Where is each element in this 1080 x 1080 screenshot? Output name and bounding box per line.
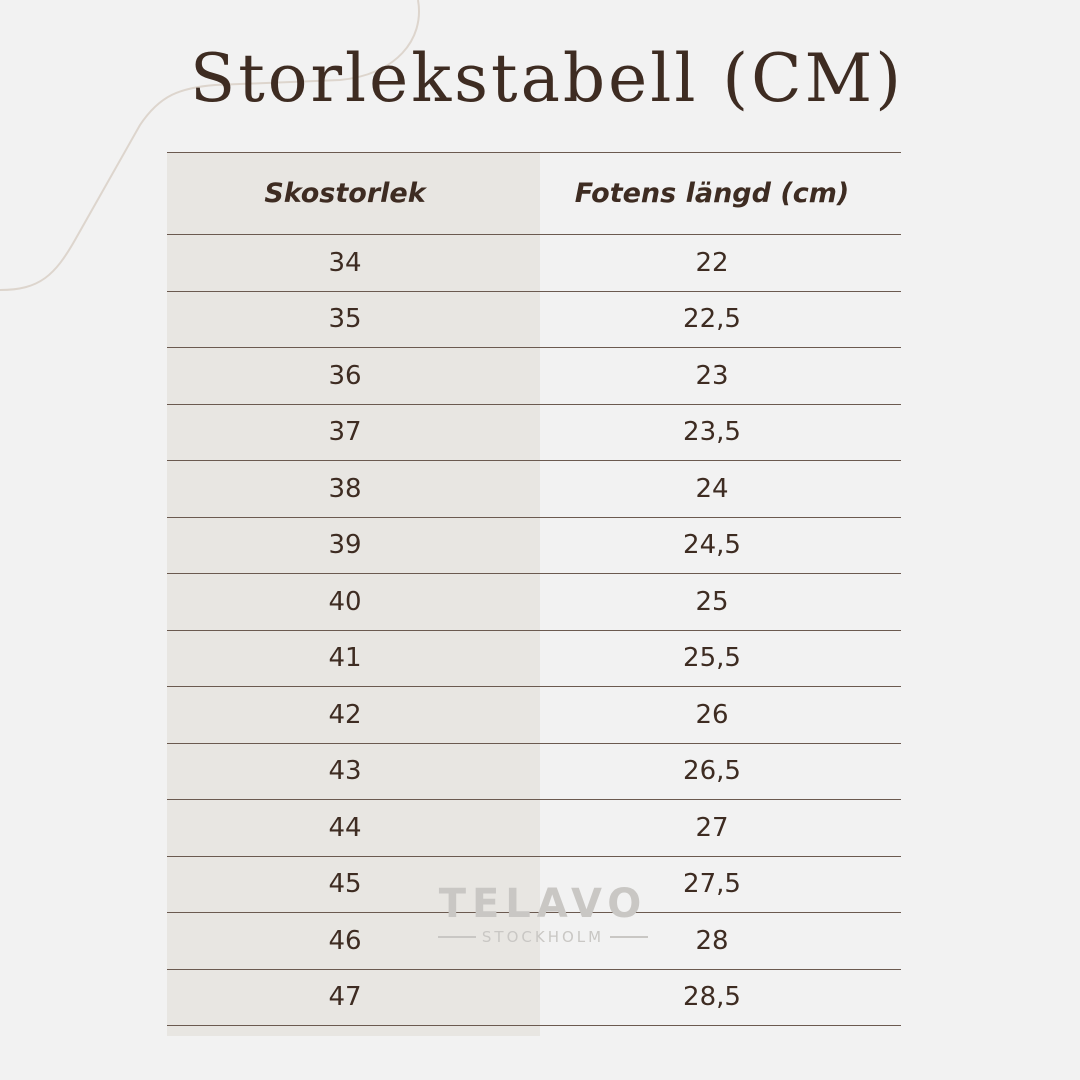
- table-row: [167, 574, 901, 631]
- foot-length-cell: 24,5: [683, 530, 741, 561]
- page-title: Storlekstabell (CM): [190, 40, 905, 117]
- table-row: [167, 800, 901, 857]
- shoe-size-cell: 47: [328, 982, 362, 1013]
- table-row: [167, 348, 901, 405]
- table-row: [167, 235, 901, 292]
- shoe-size-cell: 38: [328, 473, 362, 504]
- foot-length-cell: 23,5: [683, 417, 741, 448]
- shoe-size-cell: 41: [328, 643, 362, 674]
- foot-length-cell: 28: [695, 925, 729, 956]
- foot-length-cell: 22: [695, 247, 729, 278]
- foot-length-cell: 25: [695, 586, 729, 617]
- foot-length-cell: 27: [695, 812, 729, 843]
- foot-length-cell: 25,5: [683, 643, 741, 674]
- shoe-size-cell: 40: [328, 586, 362, 617]
- table-row: [167, 913, 901, 970]
- shoe-size-cell: 35: [328, 304, 362, 335]
- table-row: [167, 970, 901, 1027]
- foot-length-cell: 26: [695, 699, 729, 730]
- table-row: [167, 461, 901, 518]
- foot-length-cell: 26,5: [683, 756, 741, 787]
- shoe-size-cell: 42: [328, 699, 362, 730]
- foot-length-cell: 28,5: [683, 982, 741, 1013]
- foot-length-cell: 23: [695, 360, 729, 391]
- shoe-size-cell: 34: [328, 247, 362, 278]
- watermark-brand: TELAVO: [438, 881, 648, 927]
- table-row: [167, 857, 901, 914]
- foot-length-cell: 22,5: [683, 304, 741, 335]
- shoe-size-cell: 39: [328, 530, 362, 561]
- foot-length-cell: 27,5: [683, 869, 741, 900]
- table-row: [167, 518, 901, 575]
- watermark-subtitle: STOCKHOLM: [481, 928, 605, 946]
- table-row: [167, 744, 901, 801]
- shoe-size-cell: 46: [328, 925, 362, 956]
- table-row: [167, 292, 901, 349]
- size-table: [167, 152, 901, 1026]
- table-row: [167, 405, 901, 462]
- table-header-row: [167, 152, 901, 235]
- table-row: [167, 631, 901, 688]
- header-foot-length: Fotens längd (cm): [574, 178, 850, 209]
- table-row: [167, 687, 901, 744]
- header-shoe-size: Skostorlek: [264, 178, 426, 209]
- table-body: [167, 235, 901, 1026]
- shoe-size-cell: 45: [328, 869, 362, 900]
- shoe-size-cell: 43: [328, 756, 362, 787]
- shoe-size-cell: 44: [328, 812, 362, 843]
- shoe-size-cell: 37: [328, 417, 362, 448]
- foot-length-cell: 24: [695, 473, 729, 504]
- shoe-size-cell: 36: [328, 360, 362, 391]
